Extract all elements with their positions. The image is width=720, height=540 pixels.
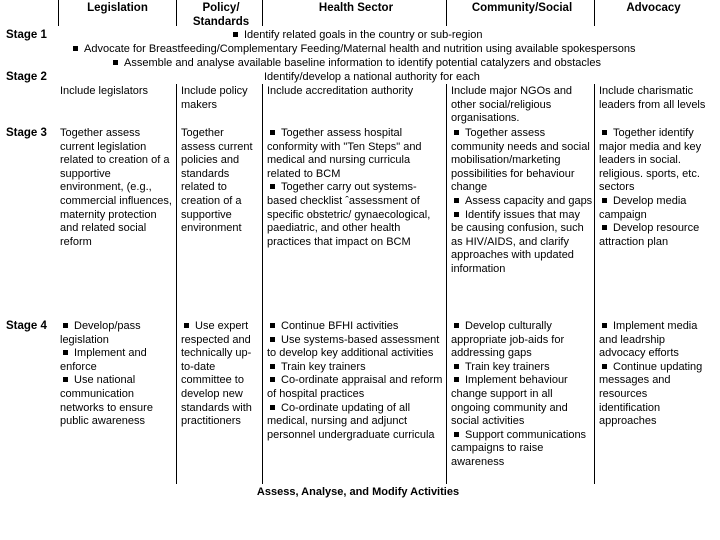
column-divider: [176, 84, 177, 484]
stage4-legislation: [60, 320, 174, 429]
bullet-icon: [454, 377, 459, 382]
column-divider: [446, 0, 447, 26]
list-item: Train key trainers: [451, 361, 593, 375]
list-item: Train key trainers: [267, 361, 443, 375]
stage4-policy: [181, 320, 261, 429]
stage-3-label: Stage 3: [6, 127, 47, 139]
stage-2-label: Stage 2: [6, 71, 47, 83]
list-item: Develop resource attraction plan: [599, 222, 700, 248]
stage2-title: Identify/develop a national authority for each: [264, 71, 480, 83]
bullet-icon: [270, 364, 275, 369]
list-item: Develop/pass legislation: [60, 320, 141, 346]
stage4-health: [267, 320, 443, 442]
bullet-icon: [233, 32, 238, 37]
list-item: Identify issues that may be causing confusion, such as HIV/AIDS, and clarify approaches with updated information: [451, 208, 584, 275]
stage1-line-1: Identify related goals in the country or sub-region: [230, 29, 482, 43]
bullet-icon: [270, 377, 275, 382]
column-divider: [446, 84, 447, 484]
column-divider: [594, 84, 595, 484]
stage2-health: Include accreditation authority: [267, 85, 414, 97]
stage4-community: [451, 320, 593, 470]
stage3-community: [451, 127, 593, 277]
header-community-social: Community/Social: [471, 2, 573, 14]
bullet-icon: [184, 323, 189, 328]
stage2-community: Include major NGOs and other social/religious organisations.: [451, 85, 573, 125]
list-item: Develop culturally appropriate job-aids for addressing gaps: [451, 320, 565, 360]
bullet-icon: [113, 60, 118, 65]
list-item: Co-ordinate updating of all medical, nursing and adjunct personnel undergraduate curricula: [267, 401, 435, 441]
bullet-icon: [454, 432, 459, 437]
list-item: Continue BFHI activities: [267, 320, 443, 334]
stage1-line-2: Advocate for Breastfeeding/Complementary Feeding/Maternal health and nutrition using available spokespersons: [70, 43, 636, 57]
bullet-icon: [454, 198, 459, 203]
stage1-line-3: Assemble and analyse available baseline information to identify potential catalyzers and obstacles: [110, 57, 601, 71]
stage3-advocacy: [599, 127, 711, 249]
bullet-icon: [454, 212, 459, 217]
stage4-advocacy: [599, 320, 711, 429]
column-divider: [262, 84, 263, 484]
bullet-icon: [270, 323, 275, 328]
list-item: Use systems-based assessment to develop key additional activities: [267, 333, 440, 360]
list-item: Use national communication networks to ensure public awareness: [60, 374, 153, 428]
stage3-legislation: Together assess current legislation related to creation of a supportive environment, (e.g., commercial influences, maternity protection and related social reform: [60, 127, 172, 248]
column-divider: [594, 0, 595, 26]
list-item: Use expert respected and technically up-to-date committee to develop new standards with practitioners: [181, 320, 252, 428]
list-item: Together carry out systems-based checklist ˆassessment of specific obstetric/ gynaecological, paediatric, and other health practices that impact on BCM: [267, 181, 431, 248]
list-item: Co-ordinate appraisal and reform of hospital practices: [267, 374, 443, 400]
stage2-legislation: Include legislators: [60, 85, 149, 97]
stage-1-label: Stage 1: [6, 29, 47, 41]
bullet-icon: [270, 405, 275, 410]
bullet-icon: [270, 184, 275, 189]
list-item: Support communications campaigns to raise awareness: [451, 428, 587, 468]
stage3-health: [267, 127, 443, 249]
header-health-sector: Health Sector: [318, 2, 394, 14]
list-item: Assess capacity and gaps: [451, 195, 593, 209]
header-advocacy: Advocacy: [626, 2, 681, 14]
stage2-policy: Include policy makers: [181, 85, 248, 111]
list-item: Implement media and leadrship advocacy efforts: [599, 320, 698, 360]
bullet-icon: [454, 323, 459, 328]
header-policy-standards: Policy/ Standards: [192, 2, 250, 28]
bullet-icon: [454, 130, 459, 135]
header-legislation: Legislation: [87, 2, 148, 14]
footer-assess-analyse-modify: Assess, Analyse, and Modify Activities: [256, 486, 460, 498]
column-divider: [176, 0, 177, 26]
list-item: Implement and enforce: [60, 347, 147, 373]
bullet-icon: [73, 46, 78, 51]
stage2-advocacy: Include charismatic leaders from all levels: [599, 85, 706, 111]
bullet-icon: [602, 323, 607, 328]
bullet-icon: [602, 225, 607, 230]
bullet-icon: [270, 337, 275, 342]
bullet-icon: [602, 130, 607, 135]
list-item: Develop media campaign: [599, 194, 687, 221]
list-item: Together assess community needs and social mobilisation/marketing possibilities for behaviour change: [451, 127, 590, 194]
column-divider: [58, 0, 59, 26]
bullet-icon: [63, 377, 68, 382]
stage-4-label: Stage 4: [6, 320, 47, 332]
list-item: Continue updating messages and resources identification approaches: [599, 360, 703, 428]
bullet-icon: [270, 130, 275, 135]
bullet-icon: [454, 364, 459, 369]
list-item: Implement behaviour change support in all ongoing community and social activities: [451, 374, 568, 428]
list-item: Together assess hospital conformity with "Ten Steps" and medical and nursing curricula related to BCM: [267, 127, 422, 180]
bullet-icon: [63, 350, 68, 355]
bullet-icon: [602, 198, 607, 203]
stage3-policy: Together assess current policies and standards related to creation of a supportive environment: [181, 127, 253, 235]
bullet-icon: [602, 364, 607, 369]
column-divider: [262, 0, 263, 26]
bullet-icon: [63, 323, 68, 328]
list-item: Together identify major media and key leaders in social. religious. sports, etc. sectors: [599, 127, 702, 194]
